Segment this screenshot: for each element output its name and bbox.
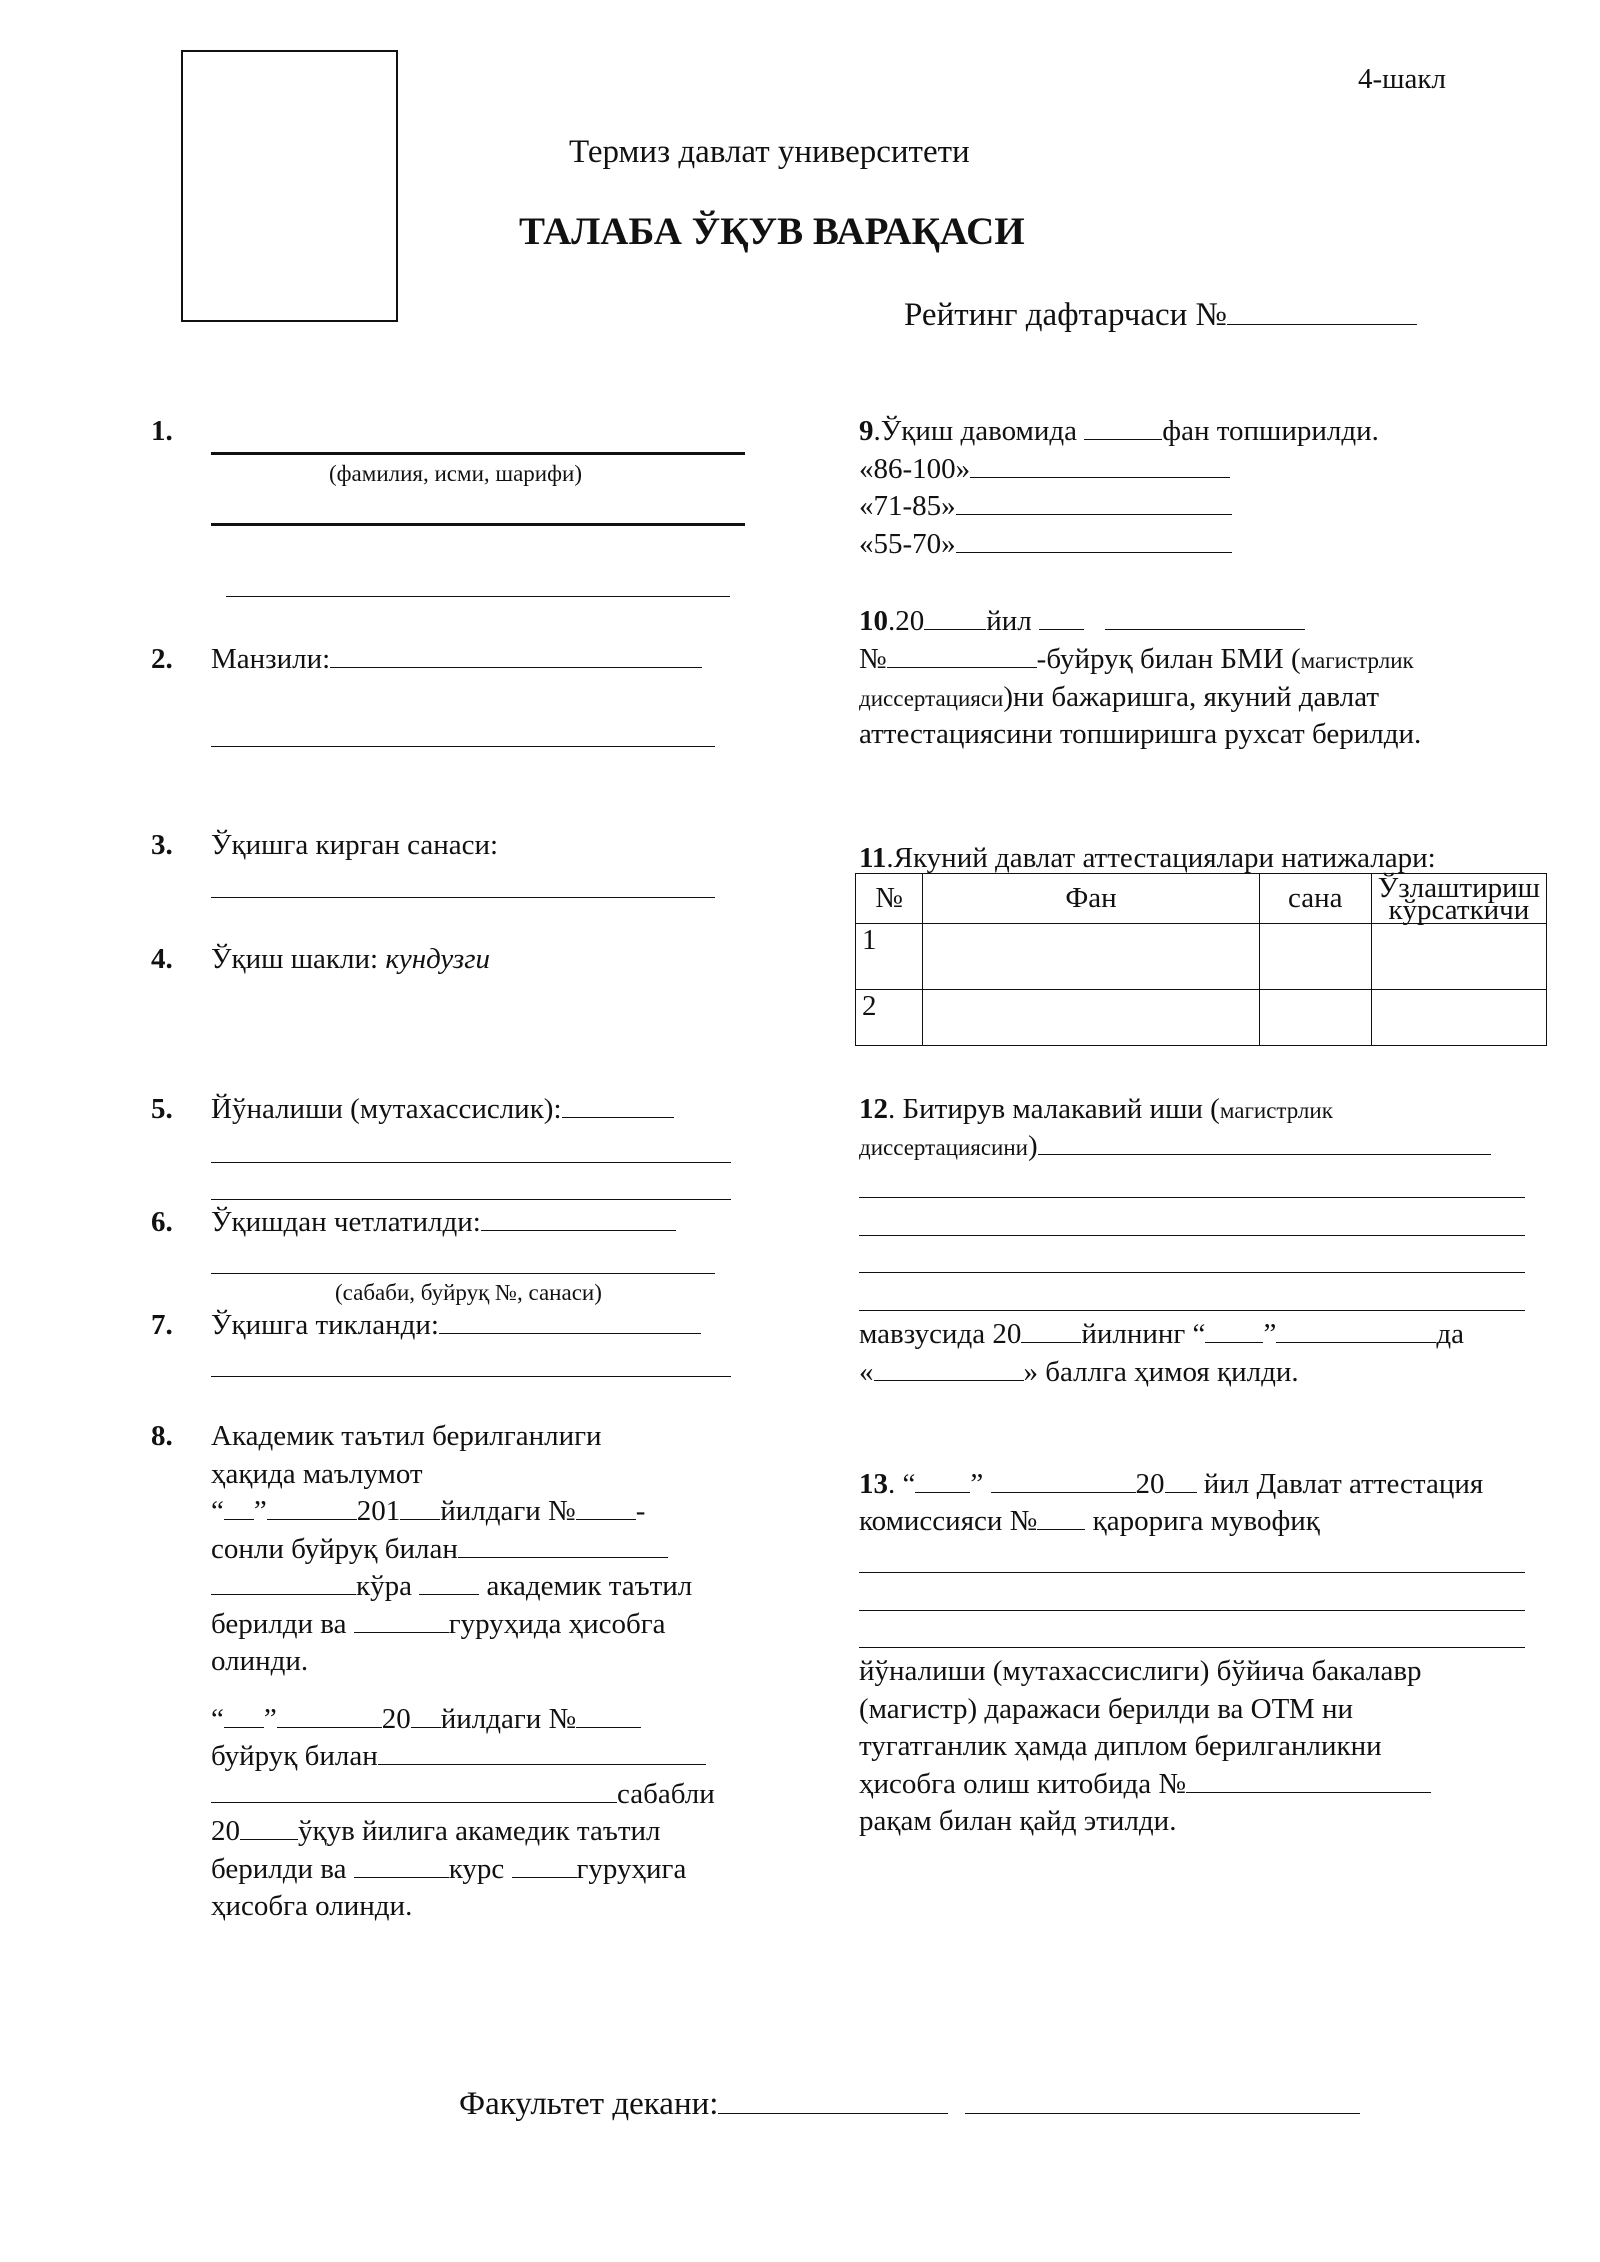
enrollment-date-label: Ўқишга кирган санаси: [211, 829, 499, 861]
address-line-2[interactable] [211, 746, 715, 747]
thesis-line-2[interactable] [859, 1235, 1525, 1236]
section-5-number: 5. [151, 1093, 173, 1125]
leave-line-1: Академик таътил берилганлиги [211, 1420, 602, 1452]
section-12-line-1: 12. Битирув малакавий иши (магистрлик [859, 1093, 1333, 1125]
table-cell[interactable] [1371, 924, 1546, 990]
leave-line-12: берилди ва курс гуруҳига [211, 1853, 687, 1885]
commission-line-1[interactable] [859, 1572, 1525, 1573]
section-11-title: 11.Якуний давлат аттестациялари натижалари: [859, 842, 1436, 874]
leave-line-11: 20 ўқув йилига акамедик таътил [211, 1815, 661, 1847]
form-number: 4-шакл [1358, 63, 1446, 95]
table-header-number: № [856, 874, 923, 924]
fullname-caption: (фамилия, исми, шарифи) [329, 461, 582, 486]
section-2-number: 2. [151, 643, 173, 675]
study-form: Ўқиш шакли: кундузги [211, 943, 491, 975]
reinstated-line-2[interactable] [211, 1376, 731, 1377]
section-10-line-3: диссертацияси)ни бажаришга, якуний давлат [859, 681, 1380, 713]
section-4-number: 4. [151, 943, 173, 975]
study-form-value: кундузги [385, 943, 491, 975]
fullname-line-2[interactable] [211, 523, 745, 526]
table-cell: 2 [856, 990, 923, 1046]
leave-line-2: ҳақида маълумот [211, 1458, 423, 1490]
specialty-field: Йўналиши (мутахассислик): [211, 1090, 674, 1128]
table-cell[interactable] [1371, 990, 1546, 1046]
university-name: Термиз давлат университети [569, 134, 970, 170]
section-3-number: 3. [151, 829, 173, 861]
section-13-line-7: рақам билан қайд этилди. [859, 1805, 1177, 1837]
specialty-line-2[interactable] [211, 1162, 731, 1163]
dean-signature: Факультет декани: [459, 2083, 1360, 2125]
section-9-header: 9.Ўқиш давомида фан топширилди. [859, 415, 1379, 447]
leave-line-13: ҳисобга олинди. [211, 1890, 413, 1922]
leave-line-10: сабабли [211, 1775, 715, 1813]
section-10-line-2: № -буйруқ билан БМИ (магистрлик [859, 643, 1414, 675]
table-header-score: Ўзлаштириш кўрсаткичи [1371, 874, 1546, 924]
reinstated-field: Ўқишга тикланди: [211, 1306, 701, 1344]
leave-line-6: берилди ва гуруҳида ҳисобга [211, 1608, 666, 1640]
fullname-line-1[interactable] [211, 452, 745, 455]
table-row [856, 990, 1547, 1046]
leave-line-9: буйруқ билан [211, 1737, 706, 1775]
leave-line-4: сонли буйруқ билан [211, 1530, 668, 1568]
commission-line-2[interactable] [859, 1610, 1525, 1611]
section-12-line-4: « » баллга ҳимоя қилди. [859, 1356, 1299, 1388]
section-10-line-4: аттестациясини топширишга рухсат берилди. [859, 718, 1422, 750]
photo-placeholder [181, 50, 398, 322]
section-13-line-2: комиссияси № қарорига мувофиқ [859, 1505, 1320, 1537]
specialty-line-3[interactable] [211, 1199, 731, 1200]
section-10-line-1: 10.20 йил [859, 602, 1305, 640]
section-12-line-3: мавзусида 20 йилнинг “ ” да [859, 1318, 1464, 1350]
enrollment-date-line[interactable] [211, 897, 715, 898]
leave-line-7: олинди. [211, 1645, 309, 1677]
section-8-number: 8. [151, 1420, 173, 1452]
fullname-line-3[interactable] [226, 596, 730, 597]
rating-book-label: Рейтинг дафтарчаси № [904, 294, 1417, 336]
attestation-results-table [855, 873, 1547, 1046]
table-cell[interactable] [1259, 924, 1371, 990]
leave-line-8: “ ” 20 йилдаги № [211, 1700, 641, 1738]
expelled-line-2[interactable] [211, 1273, 715, 1274]
table-header-date: сана [1259, 874, 1371, 924]
leave-line-5: кўра академик таътил [211, 1567, 692, 1605]
expelled-field: Ўқишдан четлатилди: [211, 1203, 676, 1241]
section-13-line-6: ҳисобга олиш китобида № [859, 1765, 1431, 1803]
table-cell[interactable] [1259, 990, 1371, 1046]
section-12-line-2: диссертациясини) [859, 1127, 1491, 1165]
thesis-line-1[interactable] [859, 1197, 1525, 1198]
thesis-line-3[interactable] [859, 1272, 1525, 1273]
grade-71-85: «71-85» [859, 487, 1232, 525]
expelled-caption: (сабаби, буйруқ №, санаси) [335, 1280, 602, 1305]
table-row [856, 924, 1547, 990]
table-cell[interactable] [923, 924, 1260, 990]
section-13-line-3: йўналиши (мутахассислиги) бўйича бакалавр [859, 1655, 1422, 1687]
section-13-line-4: (магистр) даражаси берилди ва ОТМ ни [859, 1693, 1353, 1725]
section-6-number: 6. [151, 1206, 173, 1238]
section-7-number: 7. [151, 1309, 173, 1341]
section-13-line-5: тугатганлик ҳамда диплом берилганликни [859, 1730, 1382, 1762]
grade-55-70: «55-70» [859, 525, 1232, 563]
table-cell: 1 [856, 924, 923, 990]
grade-86-100: «86-100» [859, 450, 1230, 488]
table-header-subject: Фан [923, 874, 1260, 924]
commission-line-3[interactable] [859, 1647, 1525, 1648]
leave-line-3: “ ” 201 йилдаги № - [211, 1495, 646, 1527]
table-cell[interactable] [923, 990, 1260, 1046]
document-title: ТАЛАБА ЎҚУВ ВАРАҚАСИ [519, 210, 1025, 253]
address-field: Манзили: [211, 640, 702, 678]
section-1-number: 1. [151, 415, 173, 447]
thesis-line-4[interactable] [859, 1310, 1525, 1311]
section-13-line-1: 13. “ ” 20 йил Давлат аттестация [859, 1468, 1484, 1500]
